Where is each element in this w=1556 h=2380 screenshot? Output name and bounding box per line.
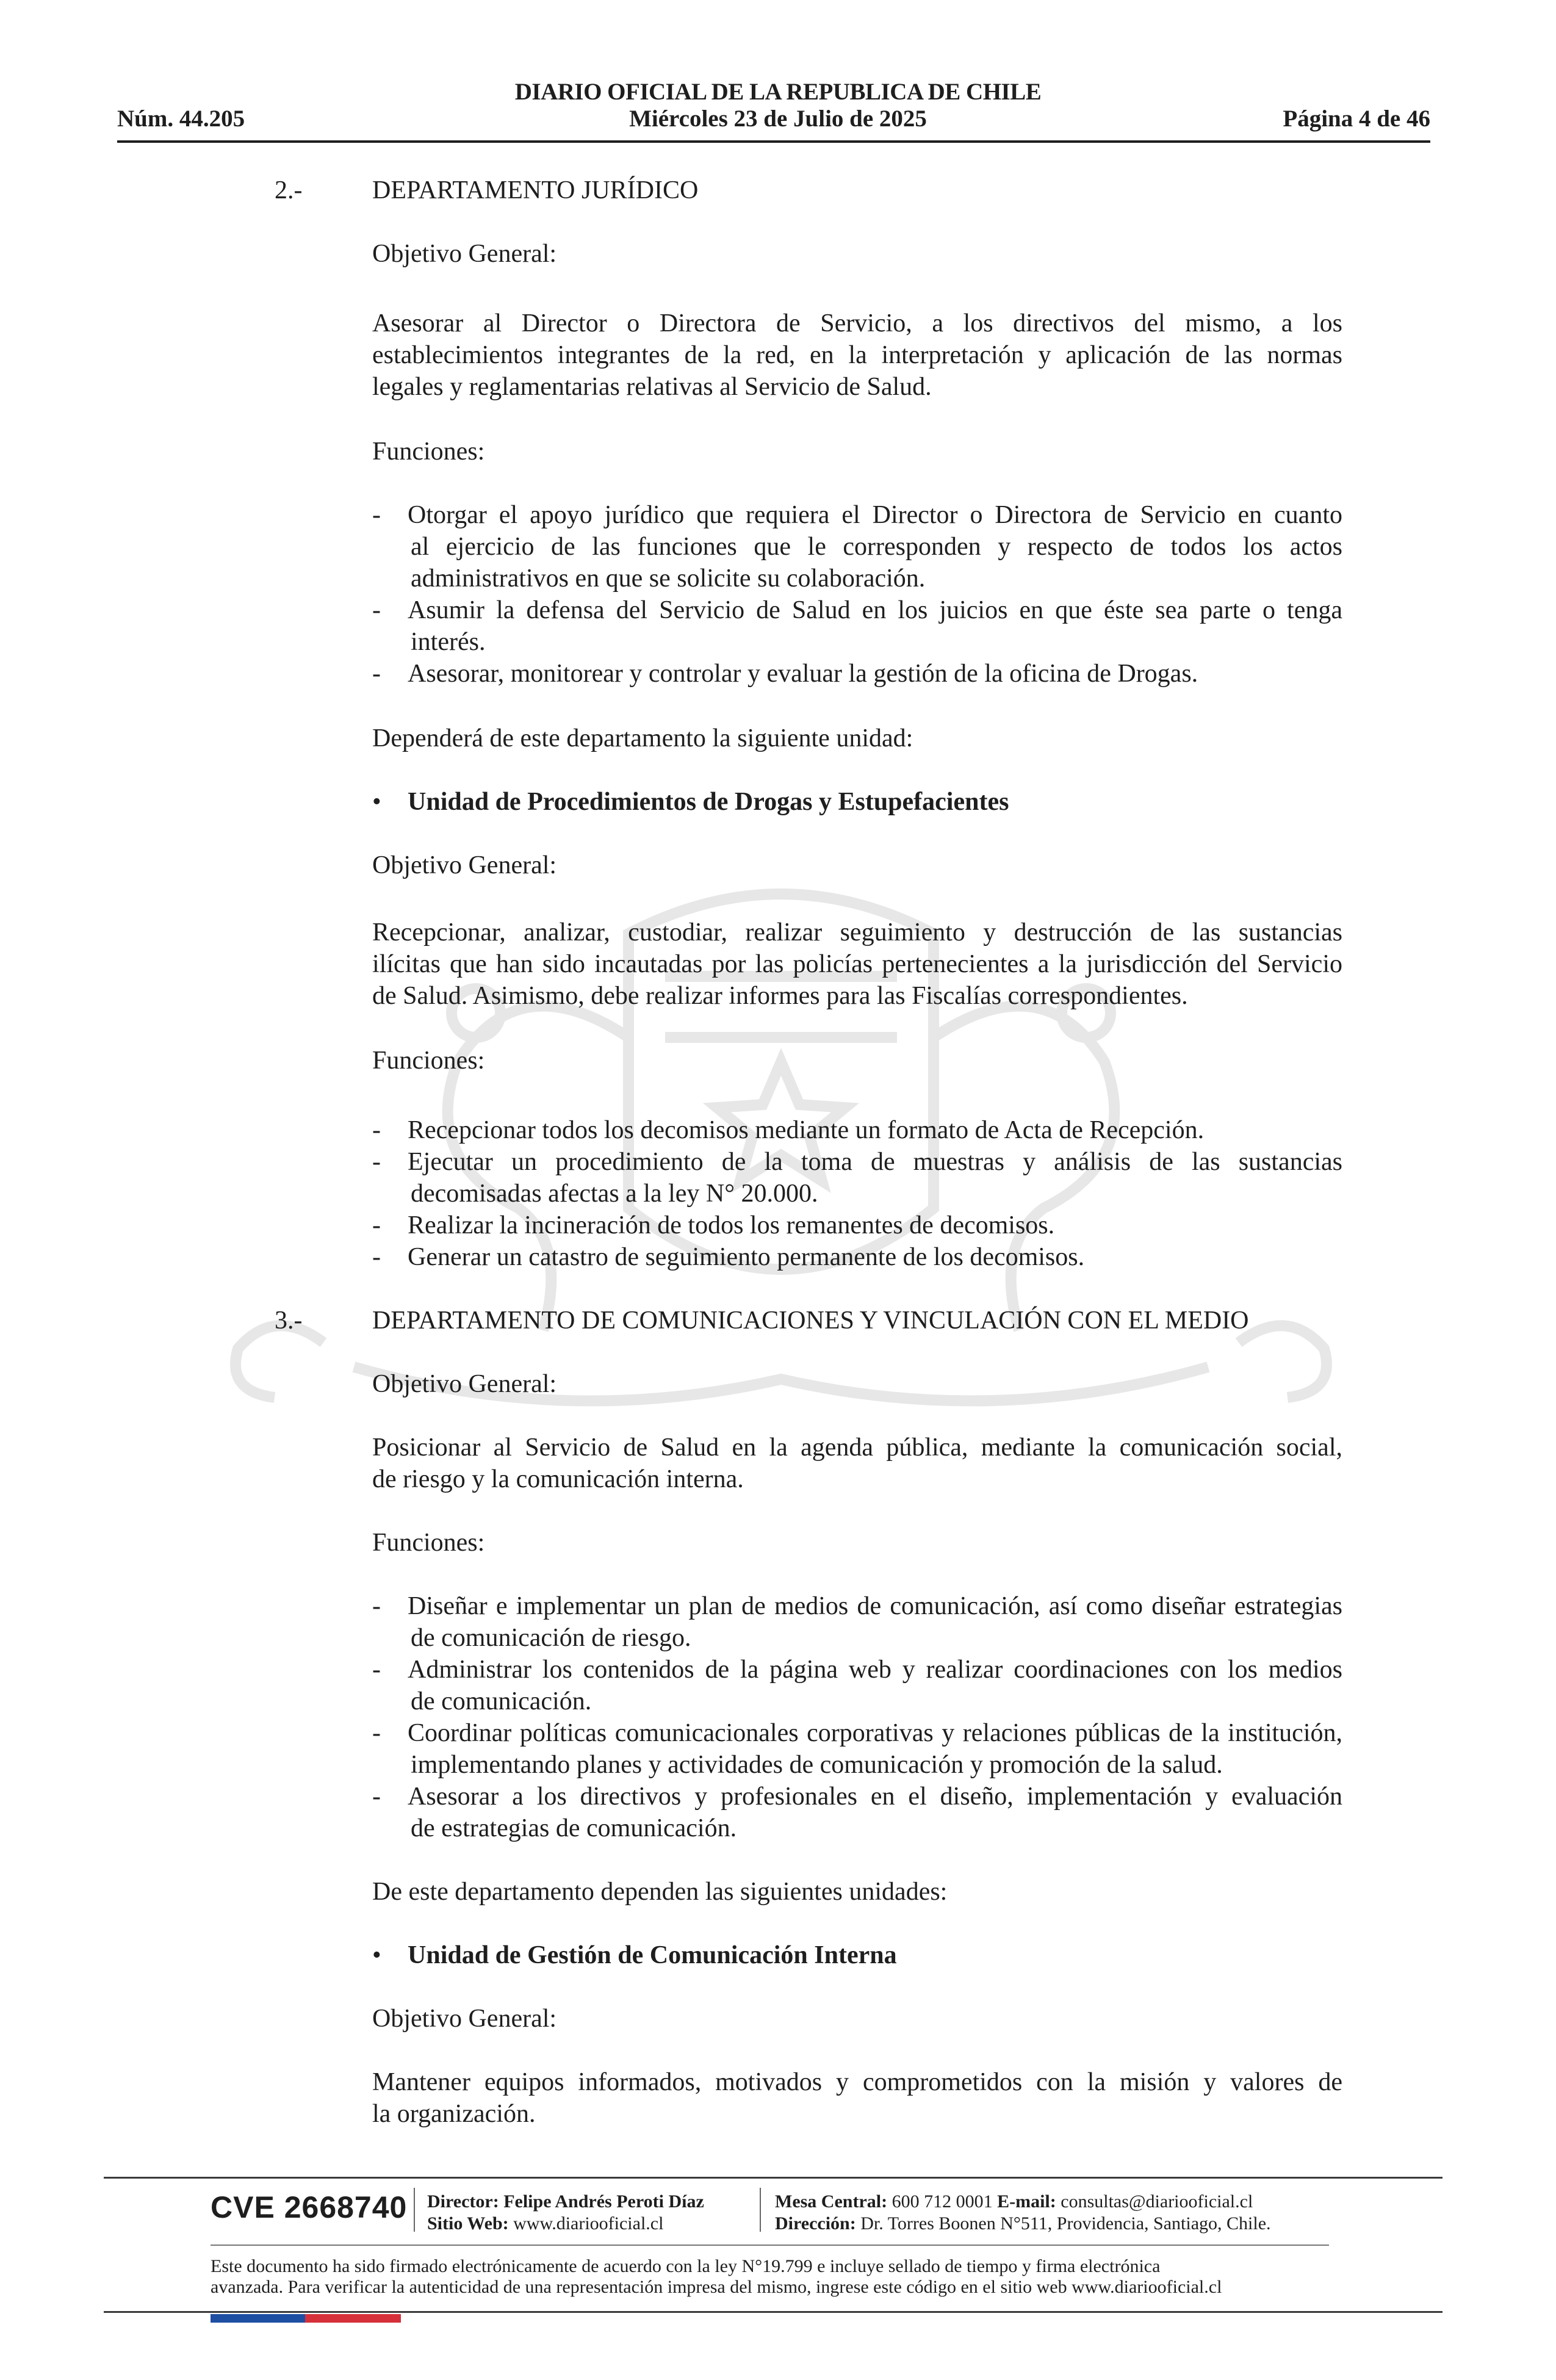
function-item: Asesorar a los directivos y profesionales en el diseño, implementación y evaluación (408, 1783, 1342, 1811)
unit-objective-label: Objetivo General: (372, 2005, 557, 2033)
cve-code: CVE 2668740 (211, 2190, 408, 2224)
list-dash: - (372, 501, 381, 529)
section-3-objective-label: Objetivo General: (372, 1370, 557, 1398)
header-divider (117, 140, 1430, 143)
function-item: Diseñar e implementar un plan de medios de comunicación, así como diseñar estrategias (408, 1592, 1342, 1620)
unit-objective-label: Objetivo General: (372, 851, 557, 879)
function-item-continuation: decomisadas afectas a la ley N° 20.000. (411, 1180, 818, 1208)
function-item: Administrar los contenidos de la página web y realizar coordinaciones con los medios (408, 1656, 1342, 1684)
list-dash: - (372, 1719, 381, 1747)
signature-note: avanzada. Para verificar la autenticidad de una representación impresa del mismo, ingrese este código en el sitio web www.diariooficial.cl (211, 2277, 1222, 2297)
unit-objective-line: ilícitas que han sido incautadas por las policías pertenecientes a la jurisdicción del Servicio (372, 950, 1342, 978)
website-label: Sitio Web: (427, 2213, 509, 2234)
bullet: • (372, 1941, 381, 1969)
director-label: Director: (427, 2191, 499, 2212)
unit-objective-line: Mantener equipos informados, motivados y comprometidos con la misión y valores de (372, 2068, 1342, 2096)
section-3-number: 3.- (275, 1307, 303, 1335)
function-item-continuation: administrativos en que se solicite su colaboración. (411, 564, 926, 593)
list-dash: - (372, 1656, 381, 1684)
function-item: Recepcionar todos los decomisos mediante un formato de Acta de Recepción. (408, 1116, 1205, 1144)
section-2-objective-line: establecimientos integrantes de la red, en la interpretación y aplicación de las normas (372, 341, 1342, 369)
unit-objective-line: Recepcionar, analizar, custodiar, realizar seguimiento y destrucción de las sustancias (372, 918, 1342, 947)
section-3-objective-line: Posicionar al Servicio de Salud en la agenda pública, mediante la comunicación social, (372, 1433, 1342, 1462)
section-2-heading: DEPARTAMENTO JURÍDICO (372, 176, 699, 204)
footer-contact (775, 2191, 1253, 2213)
footer-separator (414, 2188, 415, 2232)
function-item-continuation: al ejercicio de las funciones que le corresponden y respecto de todos los actos (411, 533, 1342, 561)
section-3-objective-line: de riesgo y la comunicación interna. (372, 1465, 744, 1493)
mesa-value: 600 712 0001 (891, 2191, 993, 2212)
list-dash: - (372, 1148, 381, 1176)
function-item: Ejecutar un procedimiento de la toma de muestras y análisis de las sustancias (408, 1148, 1342, 1176)
list-dash: - (372, 1116, 381, 1144)
list-dash: - (372, 1783, 381, 1811)
section-3-functions-label: Funciones: (372, 1529, 485, 1557)
function-item-continuation: de comunicación de riesgo. (411, 1624, 691, 1652)
flag-stripe-red (305, 2314, 401, 2323)
email-link[interactable]: consultas@diariooficial.cl (1061, 2191, 1253, 2212)
list-dash: - (372, 596, 381, 624)
function-item: Coordinar políticas comunicacionales corporativas y relaciones públicas de la institución, (408, 1719, 1342, 1747)
function-item-continuation: implementando planes y actividades de comunicación y promoción de la salud. (411, 1751, 1223, 1779)
email-label: E-mail: (997, 2191, 1056, 2212)
section-2-objective-line: Asesorar al Director o Directora de Servicio, a los directivos del mismo, a los (372, 309, 1342, 337)
footer-divider-middle (211, 2245, 1329, 2246)
footer-separator (760, 2188, 761, 2232)
footer-divider-bottom (104, 2311, 1443, 2313)
list-dash: - (372, 1243, 381, 1271)
page-number: Página 4 de 46 (1283, 106, 1430, 132)
issue-number: Núm. 44.205 (117, 106, 245, 132)
function-item: Asumir la defensa del Servicio de Salud en los juicios en que éste sea parte o tenga (408, 596, 1342, 624)
website-link[interactable]: www.diariooficial.cl (513, 2213, 664, 2234)
bullet: • (372, 788, 381, 816)
function-item-continuation: interés. (411, 628, 486, 656)
signature-note: Este documento ha sido firmado electrónicamente de acuerdo con la ley N°19.799 e incluye sellado de tiempo y firma electrónica (211, 2256, 1161, 2276)
section-3-heading: DEPARTAMENTO DE COMUNICACIONES Y VINCULACIÓN CON EL MEDIO (372, 1307, 1249, 1335)
section-2-functions-label: Funciones: (372, 438, 485, 466)
section-2-objective-line: legales y reglamentarias relativas al Servicio de Salud. (372, 373, 932, 401)
flag-stripe-blue (211, 2314, 305, 2323)
list-dash: - (372, 660, 381, 688)
function-item: Asesorar, monitorear y controlar y evaluar la gestión de la oficina de Drogas. (408, 660, 1198, 688)
newspaper-title: DIARIO OFICIAL DE LA REPUBLICA DE CHILE (514, 79, 1042, 105)
address-label: Dirección: (775, 2213, 856, 2234)
section-3-dependency-text: De este departamento dependen las siguientes unidades: (372, 1878, 948, 1906)
function-item-continuation: de comunicación. (411, 1687, 592, 1715)
issue-date: Miércoles 23 de Julio de 2025 (629, 106, 927, 132)
section-2-objective-label: Objetivo General: (372, 240, 557, 268)
footer-divider-top (104, 2177, 1443, 2179)
list-dash: - (372, 1592, 381, 1620)
unit-title: Unidad de Procedimientos de Drogas y Estupefacientes (408, 788, 1009, 816)
director-name: Felipe Andrés Peroti Díaz (503, 2191, 704, 2212)
address-value: Dr. Torres Boonen N°511, Providencia, Santiago, Chile. (860, 2213, 1271, 2234)
function-item: Generar un catastro de seguimiento permanente de los decomisos. (408, 1243, 1085, 1271)
function-item-continuation: de estrategias de comunicación. (411, 1814, 737, 1842)
unit-objective-line: la organización. (372, 2100, 536, 2128)
unit-functions-label: Funciones: (372, 1047, 485, 1075)
footer-website (427, 2213, 663, 2235)
unit-objective-line: de Salud. Asimismo, debe realizar informes para las Fiscalías correspondientes. (372, 982, 1188, 1010)
section-2-number: 2.- (275, 176, 303, 204)
footer-address (775, 2213, 1271, 2235)
section-2-dependency-text: Dependerá de este departamento la siguiente unidad: (372, 724, 913, 752)
function-item: Otorgar el apoyo jurídico que requiera el Director o Directora de Servicio en cuanto (408, 501, 1342, 529)
list-dash: - (372, 1211, 381, 1239)
function-item: Realizar la incineración de todos los remanentes de decomisos. (408, 1211, 1055, 1239)
footer-director (427, 2191, 704, 2213)
mesa-label: Mesa Central: (775, 2191, 888, 2212)
unit-title: Unidad de Gestión de Comunicación Interna (408, 1941, 897, 1969)
